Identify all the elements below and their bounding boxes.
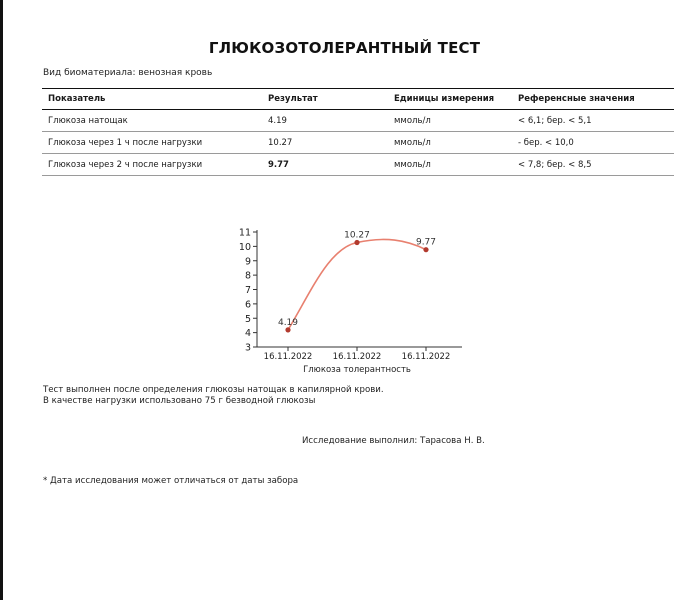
test-note [43, 385, 384, 407]
table-header-row [42, 89, 674, 110]
row-unit: ммоль/л [388, 132, 512, 154]
x-tick-label: 16.11.2022 [401, 352, 451, 362]
x-axis-label: Глюкоза толерантность [303, 365, 411, 375]
footnote: * Дата исследования может отличаться от даты забора [43, 476, 299, 486]
data-label: 4.19 [277, 317, 299, 328]
y-tick-label: 11 [238, 227, 251, 239]
y-tick-label: 7 [244, 285, 251, 296]
data-point [354, 240, 359, 245]
test-note-line-2: В качестве нагрузки использовано 75 г безводной глюкозы [43, 396, 316, 406]
table-row [42, 132, 674, 154]
row-name: Глюкоза через 1 ч после нагрузки [42, 132, 262, 154]
x-tick-label: 16.11.2022 [332, 352, 382, 362]
data-label: 9.77 [415, 237, 437, 248]
header-reference: Референсные значения [512, 89, 674, 110]
data-point [423, 247, 428, 252]
row-unit: ммоль/л [388, 110, 512, 132]
y-tick-label: 10 [238, 241, 251, 253]
y-tick-label: 8 [244, 270, 251, 282]
row-result: 10.27 [262, 132, 388, 154]
x-tick-label: 16.11.2022 [263, 352, 313, 362]
test-note-line-1: Тест выполнен после определения глюкозы натощак в капилярной крови. [43, 385, 384, 395]
row-reference: < 7,8; бер. < 8,5 [512, 154, 674, 176]
table-row [42, 110, 674, 132]
results-table [42, 88, 674, 176]
biomaterial-label: Вид биоматериала: венозная кровь [43, 68, 213, 78]
page-edge [0, 0, 3, 600]
row-result: 4.19 [262, 110, 388, 132]
table-row [42, 154, 674, 176]
row-name: Глюкоза через 2 ч после нагрузки [42, 154, 262, 176]
header-unit: Единицы измерения [388, 89, 512, 110]
row-reference: - бер. < 10,0 [512, 132, 674, 154]
y-tick-label: 9 [244, 256, 251, 268]
y-tick-label: 5 [244, 313, 251, 325]
y-tick-label: 6 [244, 299, 251, 311]
row-reference: < 6,1; бер. < 5,1 [512, 110, 674, 132]
y-tick-label: 3 [244, 342, 251, 354]
data-label: 10.27 [344, 230, 370, 241]
y-tick-label: 4 [244, 328, 251, 340]
series-line [288, 239, 426, 329]
data-point [285, 327, 290, 332]
header-result: Результат [262, 89, 388, 110]
performer-label: Исследование выполнил: Тарасова Н. В. [302, 436, 485, 446]
row-unit: ммоль/л [388, 154, 512, 176]
row-name: Глюкоза натощак [42, 110, 262, 132]
page-title: ГЛЮКОЗОТОЛЕРАНТНЫЙ ТЕСТ [208, 39, 481, 57]
row-result: 9.77 [262, 154, 388, 176]
glucose-tolerance-chart [220, 222, 470, 377]
header-indicator: Показатель [42, 89, 262, 110]
